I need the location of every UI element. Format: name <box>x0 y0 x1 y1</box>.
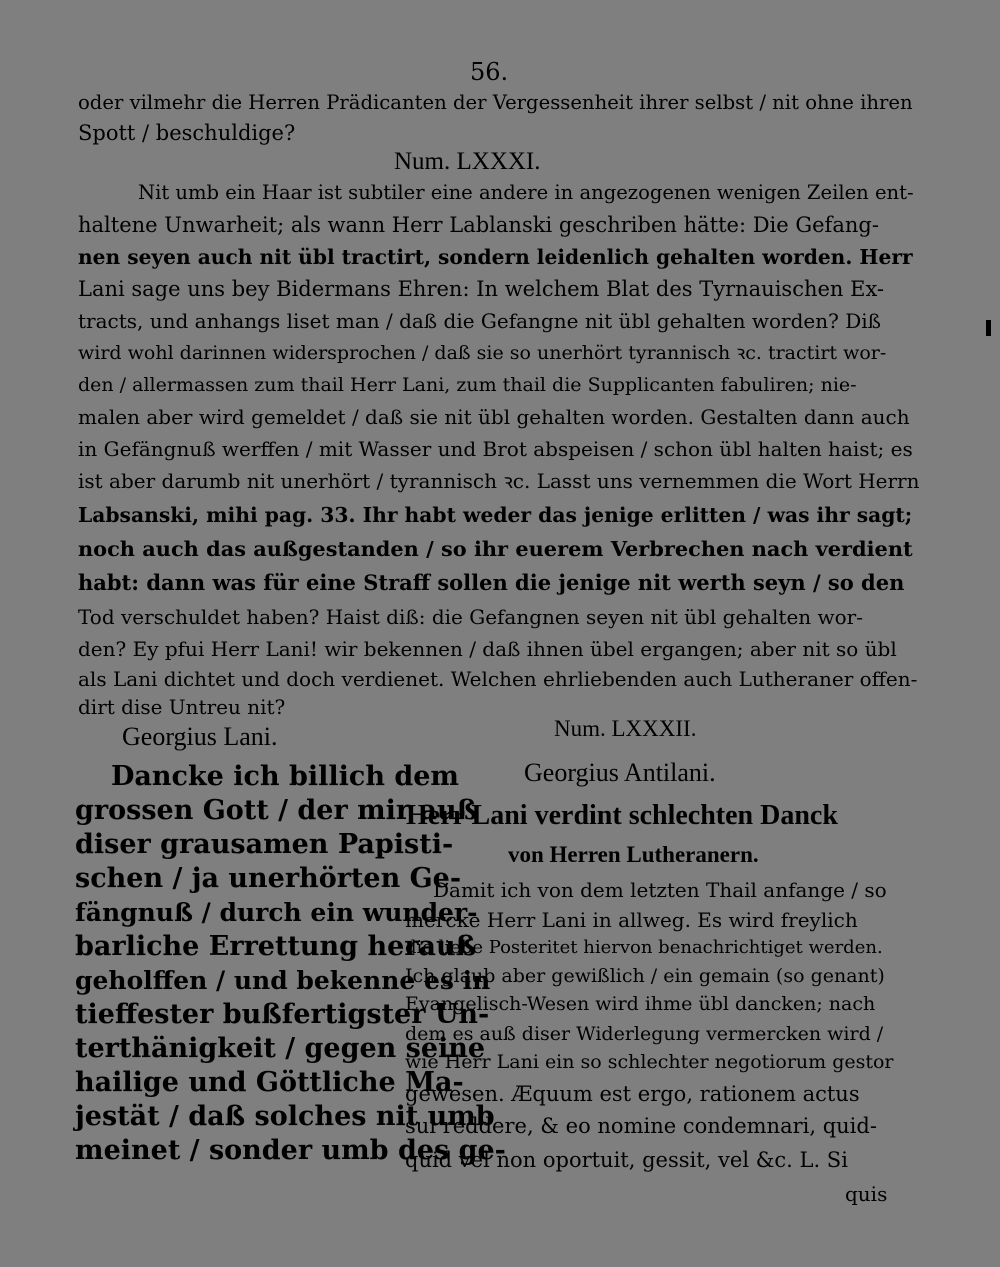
body-line: in Gefängnuß werffen / mit Wasser und Brot abspeisen / schon übl halten haist; es <box>78 437 913 461</box>
right-title-1: Herr Lani verdint schlechten Danck <box>406 800 838 831</box>
right-line: Damit ich von dem letzten Thail anfange / so <box>433 878 887 902</box>
left-line: geholffen / und bekenne es in <box>75 966 491 995</box>
body-line: den / allermassen zum thail Herr Lani, zum thail die Supplicanten fabuliren; nie- <box>78 374 857 396</box>
body-line: habt: dann was für eine Straff sollen die jenige nit werth seyn / so den <box>78 570 905 595</box>
left-line: grossen Gott / der mir auß <box>75 795 478 826</box>
left-line: schen / ja unerhörten Ge- <box>75 863 462 894</box>
body-line: als Lani dichtet und doch verdienet. Welchen ehrliebenden auch Lutheraner offen- <box>78 667 918 691</box>
body-line: ist aber darumb nit unerhört / tyrannisch ꝛc. Lasst uns vernemmen die Wort Herrn <box>78 469 920 493</box>
page-number: 56. <box>470 58 509 86</box>
left-line: terthänigkeit / gegen seine <box>75 1033 486 1064</box>
left-line: fängnuß / durch ein wunder- <box>75 898 478 927</box>
right-num-heading: Num. LXXXII. <box>554 716 697 741</box>
body-line: haltene Unwarheit; als wann Herr Lablanski geschriben hätte: Die Gefang- <box>78 213 879 237</box>
left-line: tieffester bußfertigster Un- <box>75 999 490 1030</box>
left-line: jestät / daß solches nit umb <box>75 1101 495 1132</box>
left-heading: Georgius Lani. <box>122 722 278 751</box>
left-line: Dancke ich billich dem <box>111 761 459 792</box>
right-title-2: von Herren Lutheranern. <box>508 842 759 867</box>
body-line: Lani sage uns bey Bidermans Ehren: In welchem Blat des Tyrnauischen Ex- <box>78 277 885 301</box>
section-heading-lxxxi: Num. LXXXI. <box>394 148 541 175</box>
right-line: quis <box>845 1182 888 1206</box>
body-line: Tod verschuldet haben? Haist diß: die Gefangnen seyen nit übl gehalten wor- <box>78 605 863 629</box>
right-line: wie Herr Lani ein so schlechter negotiorum gestor <box>405 1051 894 1073</box>
left-line: barliche Errettung herauß <box>75 931 477 962</box>
right-heading: Georgius Antilani. <box>524 758 716 787</box>
right-line: gewesen. Æquum est ergo, rationem actus <box>405 1082 860 1106</box>
body-line: tracts, und anhangs liset man / daß die Gefangne nit übl gehalten worden? Diß <box>78 309 881 333</box>
right-line: Evangelisch-Wesen wird ihme übl dancken; nach <box>405 993 876 1015</box>
scan-edge-mark <box>986 320 991 336</box>
right-line: Ich glaub aber gewißlich / ein gemain (so genant) <box>405 965 885 987</box>
left-line: meinet / sonder umb des ge- <box>75 1135 506 1166</box>
right-line: die liebe Posteritet hiervon benachrichtiget werden. <box>405 937 883 958</box>
left-line: diser grausamen Papisti- <box>75 829 454 860</box>
intro-line: oder vilmehr die Herren Prädicanten der Vergessenheit ihrer selbst / nit ohne ihren <box>78 91 913 114</box>
intro-line: Spott / beschuldige? <box>78 121 296 145</box>
right-line: mercke Herr Lani in allweg. Es wird freylich <box>405 908 858 932</box>
body-line: wird wohl darinnen widersprochen / daß sie so unerhört tyrannisch ꝛc. tractirt wor- <box>78 342 887 364</box>
body-line: nen seyen auch nit übl tractirt, sondern leidenlich gehalten worden. Herr <box>78 245 913 269</box>
left-line: hailige und Göttliche Ma- <box>75 1067 464 1098</box>
right-line: quid vel non oportuit, gessit, vel &c. L. Si <box>405 1148 848 1172</box>
body-line: malen aber wird gemeldet / daß sie nit übl gehalten worden. Gestalten dann auch <box>78 405 910 429</box>
right-line: sui reddere, & eo nomine condemnari, quid- <box>405 1114 877 1138</box>
body-line: dirt dise Untreu nit? <box>78 695 286 719</box>
body-line: Labsanski, mihi pag. 33. Ihr habt weder das jenige erlitten / was ihr sagt; <box>78 503 913 527</box>
body-line: Nit umb ein Haar ist subtiler eine andere in angezogenen wenigen Zeilen ent- <box>138 181 914 204</box>
body-line: den? Ey pfui Herr Lani! wir bekennen / daß ihnen übel ergangen; aber nit so übl <box>78 637 897 661</box>
body-line: noch auch das außgestanden / so ihr euerem Verbrechen nach verdient <box>78 536 913 561</box>
right-line: dem es auß diser Widerlegung vermercken wird / <box>405 1023 884 1045</box>
